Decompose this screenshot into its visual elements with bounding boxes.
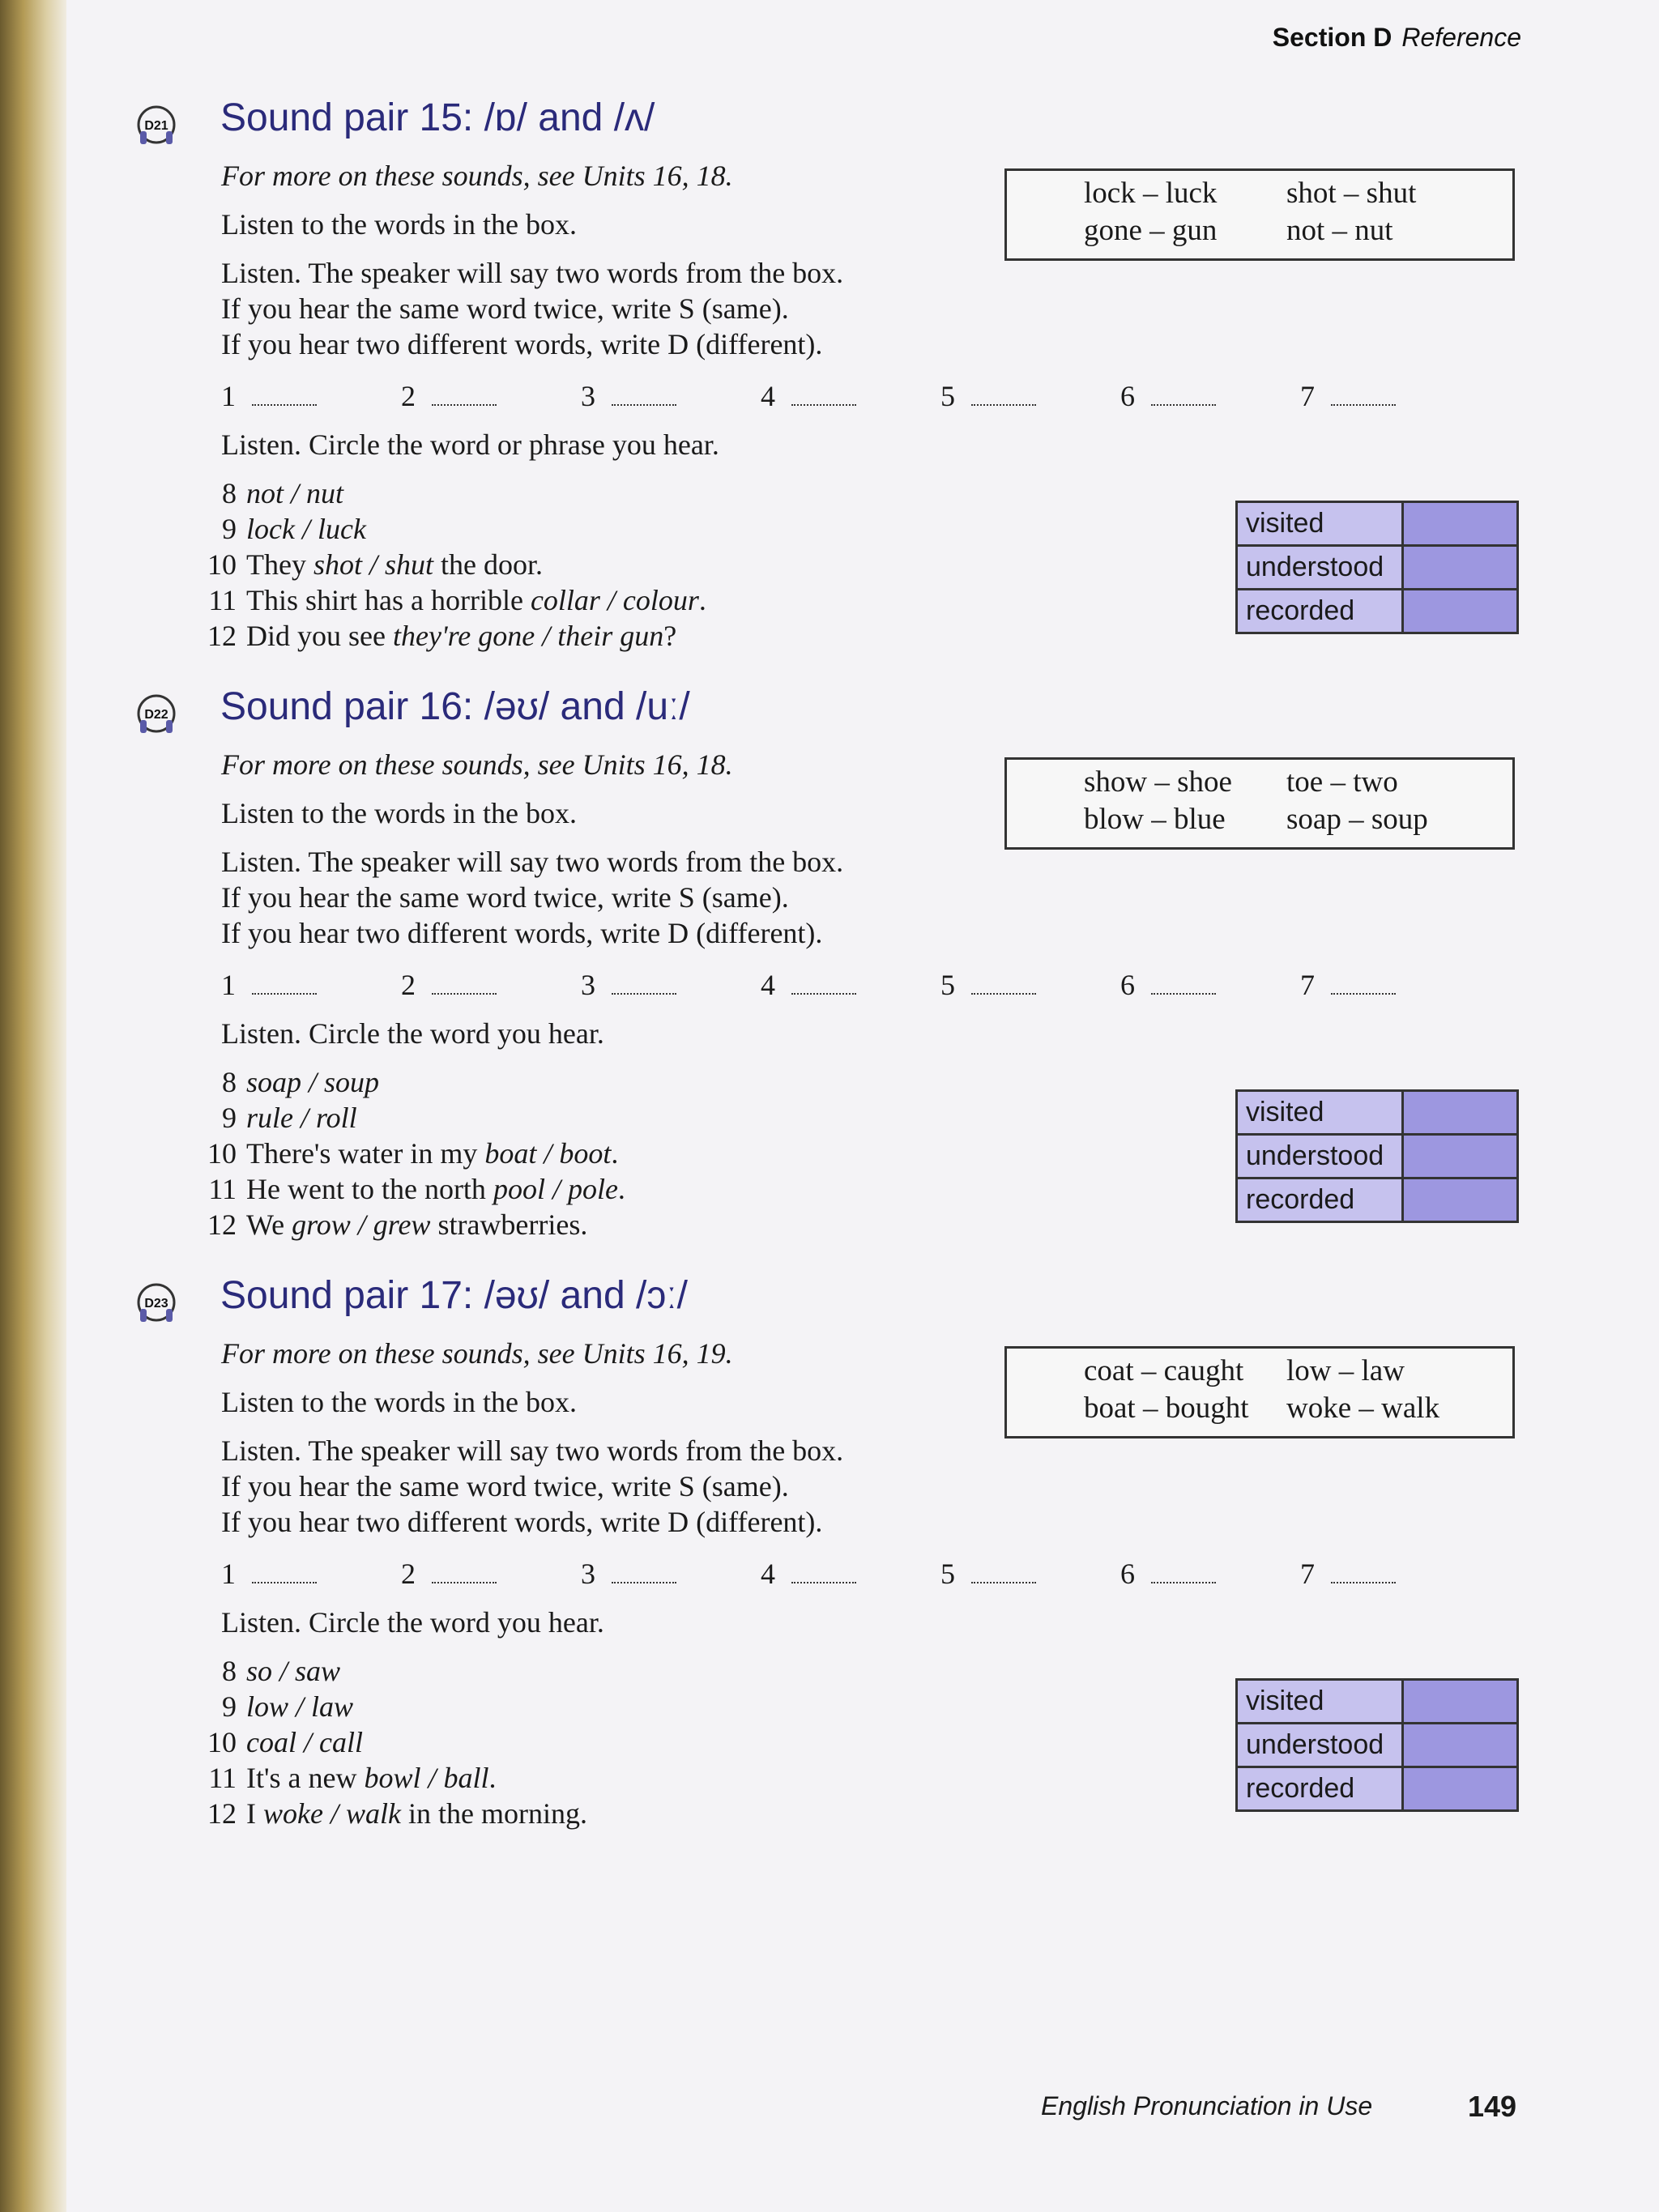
exercise-item (201, 548, 543, 582)
item-suffix: in the morning. (400, 1797, 587, 1830)
answer-number: 2 (401, 1558, 416, 1590)
answer-blank[interactable] (252, 1574, 317, 1583)
item-number: 11 (208, 1173, 237, 1205)
answer-blank[interactable] (971, 985, 1036, 995)
checklist-checkbox[interactable] (1403, 546, 1518, 590)
answer-blank[interactable] (791, 985, 856, 995)
item-prefix: They (246, 548, 313, 581)
answer-number: 3 (581, 380, 595, 412)
answer-number: 4 (761, 969, 775, 1001)
item-number: 12 (207, 1797, 237, 1830)
item-number: 10 (207, 548, 237, 581)
item-choice[interactable]: not / nut (246, 477, 344, 509)
checklist-checkbox[interactable] (1403, 1135, 1518, 1178)
checklist-checkbox[interactable] (1403, 1178, 1518, 1222)
answer-blank[interactable] (612, 1574, 676, 1583)
checklist-label: visited (1237, 1680, 1403, 1724)
answer-number: 6 (1120, 1558, 1135, 1590)
answer-blank[interactable] (1331, 985, 1396, 995)
answer-number: 6 (1120, 969, 1135, 1001)
item-choice[interactable]: rule / roll (246, 1102, 357, 1134)
answer-number: 1 (221, 380, 236, 412)
header-section: Section D (1272, 23, 1392, 52)
item-number: 12 (207, 620, 237, 652)
checklist-row (1237, 590, 1518, 633)
checklist-row (1237, 1680, 1518, 1724)
see-units-note: For more on these sounds, see Units 16, 19. (221, 1337, 733, 1370)
item-choice[interactable]: coal / call (246, 1726, 363, 1758)
word-pair: boat – bought (1084, 1392, 1249, 1425)
item-number: 9 (222, 1690, 237, 1723)
checklist-label: recorded (1237, 1178, 1403, 1222)
answer-number: 7 (1300, 969, 1315, 1001)
word-pair: coat – caught (1084, 1354, 1244, 1387)
answer-blank[interactable] (971, 396, 1036, 406)
answer-number: 5 (940, 969, 955, 1001)
audio-cd-icon[interactable] (133, 104, 180, 151)
item-suffix: . (488, 1762, 497, 1794)
answer-number: 4 (761, 380, 775, 412)
progress-checklist (1235, 1678, 1519, 1812)
sound-pair-section (130, 96, 1523, 679)
checklist-checkbox[interactable] (1403, 590, 1518, 633)
item-suffix: the door. (433, 548, 543, 581)
item-choice[interactable]: shot / shut (313, 548, 433, 581)
word-pairs-box (1004, 757, 1515, 850)
answer-number: 3 (581, 1558, 595, 1590)
item-choice[interactable]: boat / boot (484, 1137, 612, 1170)
checklist-checkbox[interactable] (1403, 1680, 1518, 1724)
sound-pair-title: Sound pair 16: /əʊ/ and /uː/ (220, 685, 690, 728)
answer-blank[interactable] (1331, 1574, 1396, 1583)
item-number: 11 (208, 584, 237, 616)
exercise-item (201, 1761, 496, 1795)
item-prefix: This shirt has a horrible (246, 584, 531, 616)
word-pair: not – nut (1286, 214, 1393, 247)
checklist-label: understood (1237, 1135, 1403, 1178)
item-number: 9 (222, 513, 237, 545)
item-number: 12 (207, 1208, 237, 1241)
answer-blank[interactable] (791, 396, 856, 406)
answer-number: 3 (581, 969, 595, 1001)
checklist-checkbox[interactable] (1403, 1091, 1518, 1135)
header-reference: Reference (1401, 23, 1521, 52)
answer-number: 7 (1300, 380, 1315, 412)
item-choice[interactable]: pool / pole (493, 1173, 618, 1205)
instruction-line: Listen. The speaker will say two words from the box. (221, 846, 844, 878)
checklist-label: recorded (1237, 590, 1403, 633)
answer-blanks (221, 1557, 1480, 1591)
checklist-label: understood (1237, 546, 1403, 590)
book-title: English Pronunciation in Use (1041, 2091, 1373, 2120)
checklist-row (1237, 546, 1518, 590)
item-prefix: There's water in my (246, 1137, 485, 1170)
instruction-line: If you hear two different words, write D (different). (221, 1506, 823, 1538)
answer-number: 2 (401, 969, 416, 1001)
checklist-row (1237, 1091, 1518, 1135)
answer-blank[interactable] (432, 985, 497, 995)
exercise-item (201, 512, 366, 546)
checklist-label: recorded (1237, 1767, 1403, 1811)
answer-number: 5 (940, 1558, 955, 1590)
track-label: D23 (144, 1297, 168, 1311)
page-number: 149 (1468, 2090, 1517, 2123)
progress-checklist (1235, 501, 1519, 634)
answer-number: 2 (401, 380, 416, 412)
sound-pair-section (130, 684, 1523, 1268)
exercise-item (201, 619, 676, 653)
item-number: 8 (222, 1066, 237, 1098)
answer-number: 4 (761, 1558, 775, 1590)
answer-blank[interactable] (1151, 1574, 1216, 1583)
exercise-item (201, 1101, 357, 1135)
checklist-row (1237, 1135, 1518, 1178)
sound-pair-title: Sound pair 15: /ɒ/ and /ʌ/ (220, 96, 655, 139)
answer-blank[interactable] (252, 985, 317, 995)
listen-box-instruction: Listen to the words in the box. (221, 1386, 577, 1418)
exercise-item (201, 1725, 363, 1759)
answer-number: 1 (221, 1558, 236, 1590)
item-choice[interactable]: collar / colour (530, 584, 699, 616)
checklist-label: visited (1237, 1091, 1403, 1135)
item-number: 11 (208, 1762, 237, 1794)
exercise-item (201, 1136, 618, 1170)
answer-blank[interactable] (252, 396, 317, 406)
answer-number: 7 (1300, 1558, 1315, 1590)
word-pairs-box (1004, 168, 1515, 261)
book-spine-shadow (0, 0, 66, 2212)
answer-blank[interactable] (1331, 396, 1396, 406)
answer-blanks (221, 379, 1480, 413)
instruction-line: If you hear the same word twice, write S (same). (221, 881, 789, 914)
checklist-checkbox[interactable] (1403, 1724, 1518, 1767)
item-suffix: . (617, 1173, 625, 1205)
item-prefix: We (246, 1208, 292, 1241)
word-pair: woke – walk (1286, 1392, 1440, 1425)
audio-cd-icon[interactable] (133, 693, 180, 739)
see-units-note: For more on these sounds, see Units 16, 18. (221, 748, 733, 781)
checklist-label: visited (1237, 502, 1403, 546)
page-header (1273, 23, 1521, 53)
answer-blank[interactable] (971, 1574, 1036, 1583)
word-pair: show – shoe (1084, 765, 1232, 799)
exercise-item (201, 583, 706, 617)
checklist-checkbox[interactable] (1403, 502, 1518, 546)
exercise-item (201, 1208, 587, 1242)
instruction-line: If you hear two different words, write D (different). (221, 917, 823, 949)
instruction-line: If you hear two different words, write D (different). (221, 328, 823, 360)
instruction-line: If you hear the same word twice, write S (same). (221, 292, 789, 325)
item-suffix: strawberries. (430, 1208, 588, 1241)
item-choice[interactable]: they're gone / their gun (392, 620, 664, 652)
word-pair: soap – soup (1286, 803, 1428, 836)
word-pair: toe – two (1286, 765, 1398, 799)
instruction-line: Listen. The speaker will say two words from the box. (221, 257, 844, 289)
item-number: 8 (222, 477, 237, 509)
word-pair: lock – luck (1084, 177, 1218, 210)
word-pair: shot – shut (1286, 177, 1417, 210)
listen-box-instruction: Listen to the words in the box. (221, 208, 577, 241)
word-pair: gone – gun (1084, 214, 1218, 247)
checklist-checkbox[interactable] (1403, 1767, 1518, 1811)
answer-number: 5 (940, 380, 955, 412)
word-pair: low – law (1286, 1354, 1405, 1387)
checklist-row (1237, 1767, 1518, 1811)
item-choice[interactable]: soap / soup (246, 1066, 380, 1098)
listen-box-instruction: Listen to the words in the box. (221, 797, 577, 829)
answer-number: 6 (1120, 380, 1135, 412)
checklist-row (1237, 1724, 1518, 1767)
answer-number: 1 (221, 969, 236, 1001)
item-number: 9 (222, 1102, 237, 1134)
item-suffix: . (698, 584, 706, 616)
checklist-row (1237, 502, 1518, 546)
item-prefix: It's a new (246, 1762, 365, 1794)
item-choice[interactable]: grow / grew (292, 1208, 431, 1241)
item-choice[interactable]: low / law (246, 1690, 354, 1723)
item-choice[interactable]: bowl / ball (364, 1762, 489, 1794)
audio-cd-icon[interactable] (133, 1281, 180, 1328)
exercise-item (201, 476, 343, 510)
track-label: D21 (144, 119, 168, 133)
exercise-item (201, 1690, 353, 1724)
answer-blanks (221, 968, 1480, 1002)
word-pairs-box (1004, 1346, 1515, 1438)
instruction-line: If you hear the same word twice, write S (same). (221, 1470, 789, 1502)
item-choice[interactable]: woke / walk (263, 1797, 401, 1830)
answer-blank[interactable] (612, 985, 676, 995)
exercise-item (201, 1796, 587, 1831)
item-suffix: ? (663, 620, 677, 652)
answer-blank[interactable] (612, 396, 676, 406)
item-choice[interactable]: so / saw (246, 1655, 341, 1687)
circle-instruction: Listen. Circle the word you hear. (221, 1017, 604, 1050)
item-prefix: Did you see (246, 620, 393, 652)
answer-blank[interactable] (791, 1574, 856, 1583)
item-prefix: He went to the north (246, 1173, 493, 1205)
item-number: 8 (222, 1655, 237, 1687)
item-choice[interactable]: lock / luck (246, 513, 366, 545)
item-number: 10 (207, 1137, 237, 1170)
checklist-row (1237, 1178, 1518, 1222)
answer-blank[interactable] (432, 1574, 497, 1583)
track-label: D22 (144, 708, 168, 722)
item-prefix: I (246, 1797, 263, 1830)
answer-blank[interactable] (1151, 985, 1216, 995)
circle-instruction: Listen. Circle the word or phrase you hear. (221, 428, 719, 461)
word-pair: blow – blue (1084, 803, 1226, 836)
exercise-item (201, 1065, 379, 1099)
checklist-label: understood (1237, 1724, 1403, 1767)
circle-instruction: Listen. Circle the word you hear. (221, 1606, 604, 1639)
item-suffix: . (611, 1137, 619, 1170)
progress-checklist (1235, 1089, 1519, 1223)
exercise-item (201, 1172, 625, 1206)
instruction-line: Listen. The speaker will say two words from the box. (221, 1434, 844, 1467)
see-units-note: For more on these sounds, see Units 16, 18. (221, 160, 733, 192)
exercise-item (201, 1654, 340, 1688)
answer-blank[interactable] (1151, 396, 1216, 406)
answer-blank[interactable] (432, 396, 497, 406)
item-number: 10 (207, 1726, 237, 1758)
sound-pair-section (130, 1273, 1523, 1856)
sound-pair-title: Sound pair 17: /əʊ/ and /ɔː/ (220, 1274, 688, 1317)
